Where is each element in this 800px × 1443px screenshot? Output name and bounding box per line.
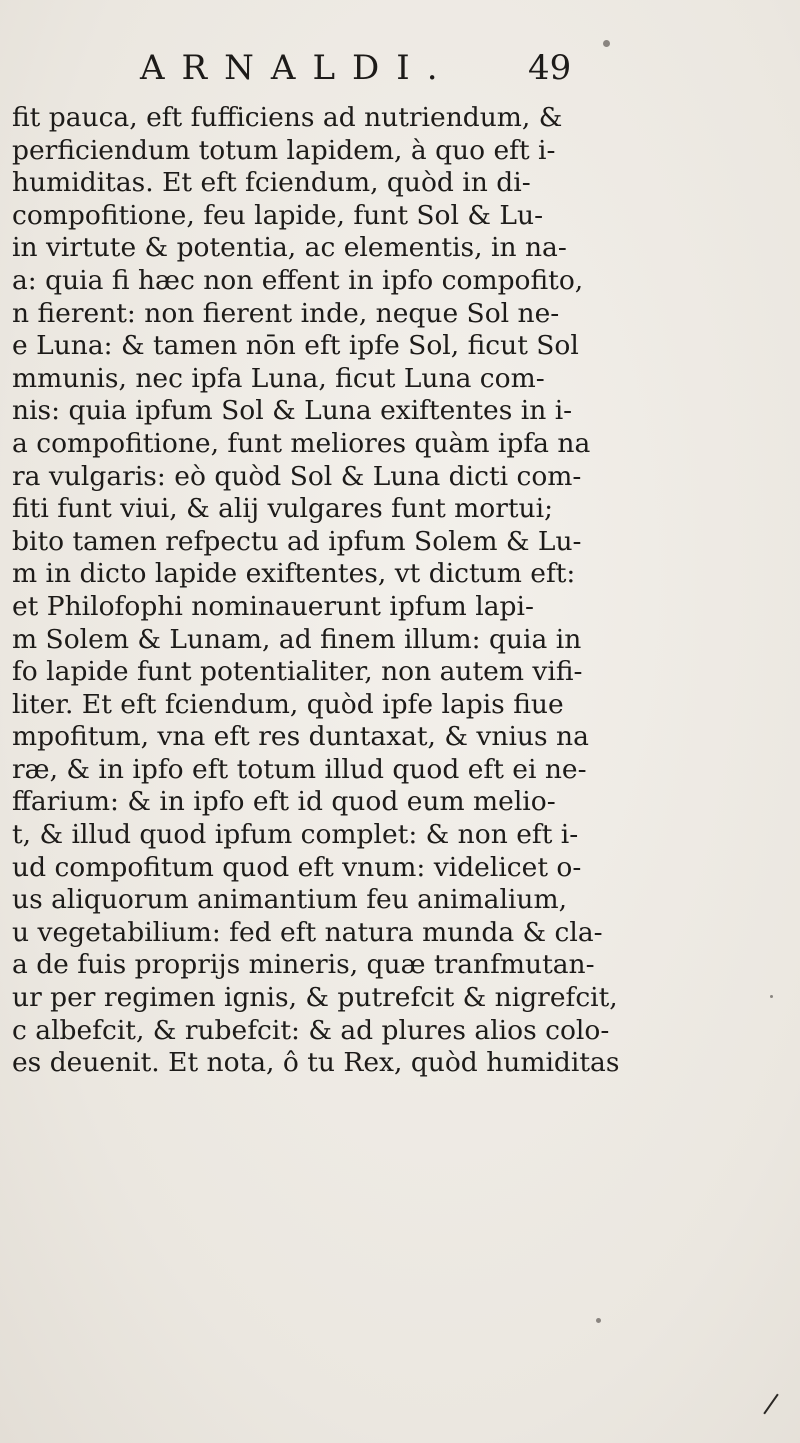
paper-speck (596, 1318, 601, 1323)
text-line: et Philofophi nominauerunt ipfum lapi- (12, 590, 534, 622)
text-line: bito tamen refpectu ad ipfum Solem & Lu- (12, 525, 582, 557)
text-line: ræ, & in ipfo eft totum illud quod eft ei ne- (12, 753, 587, 785)
text-line: a de fuis proprijs mineris, quæ tranfmutan- (12, 949, 595, 981)
text-line: perficiendum totum lapidem, à quo eft i- (12, 134, 556, 166)
text-line: n fierent: non fierent inde, neque Sol ne- (12, 297, 560, 329)
running-head (140, 48, 660, 88)
text-line: m Solem & Lunam, ad finem illum: quia in (12, 623, 582, 655)
text-line: fo lapide funt potentialiter, non autem vifi- (12, 656, 583, 688)
text-line: mmunis, nec ipfa Luna, ficut Luna com- (12, 362, 545, 394)
text-line: liter. Et eft fciendum, quòd ipfe lapis fiue (12, 688, 564, 720)
text-line: ffarium: & in ipfo eft id quod eum melio- (12, 786, 556, 818)
paper-speck (770, 995, 773, 998)
text-line: fit pauca, eft fufficiens ad nutriendum, & (12, 102, 563, 133)
running-head-title: ARNALDI. (140, 48, 455, 88)
text-line: t, & illud quod ipfum complet: & non eft i- (12, 819, 579, 851)
text-line: ud compofitum quod eft vnum: videlicet o- (12, 851, 582, 883)
text-line: in virtute & potentia, ac elementis, in na- (12, 232, 567, 264)
text-line: a compofitione, funt meliores quàm ipfa na (12, 427, 591, 459)
ink-mark (763, 1394, 778, 1415)
text-line: e Luna: & tamen nōn eft ipfe Sol, ficut Sol (12, 330, 579, 362)
text-line: us aliquorum animantium feu animalium, (12, 884, 568, 916)
text-line: fiti funt viui, & alij vulgares funt mortui; (12, 493, 554, 525)
text-line: nis: quia ipfum Sol & Luna exiftentes in i- (12, 395, 573, 427)
text-line: es deuenit. Et nota, ô tu Rex, quòd humiditas (12, 1047, 620, 1079)
body-text (12, 102, 792, 1080)
page-number: 49 (528, 48, 572, 88)
paper-speck (603, 40, 610, 47)
text-line: compofitione, feu lapide, funt Sol & Lu- (12, 199, 544, 231)
text-line: u vegetabilium: fed eft natura munda & cla- (12, 916, 603, 948)
text-line: ur per regimen ignis, & putrefcit & nigrefcit, (12, 982, 618, 1014)
text-line: a: quia fi hæc non effent in ipfo compofito, (12, 264, 584, 296)
text-line: ra vulgaris: eò quòd Sol & Luna dicti com- (12, 460, 582, 492)
text-line: humiditas. Et eft fciendum, quòd in di- (12, 167, 531, 199)
text-line: mpofitum, vna eft res duntaxat, & vnius na (12, 721, 589, 753)
text-line: c albefcit, & rubefcit: & ad plures alios colo- (12, 1014, 610, 1046)
text-line: m in dicto lapide exiftentes, vt dictum eft: (12, 558, 576, 590)
